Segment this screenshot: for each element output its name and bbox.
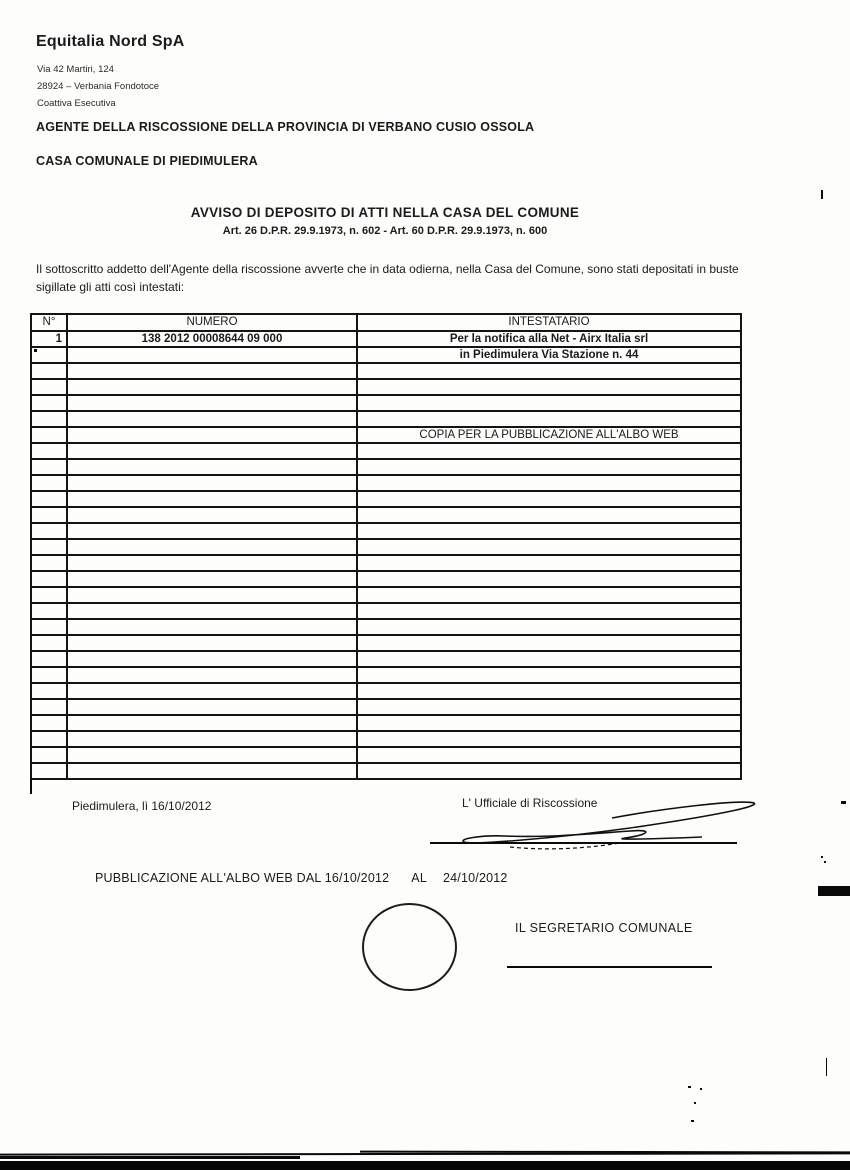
cell-n xyxy=(31,523,67,539)
document-subtitle: Art. 26 D.P.R. 29.9.1973, n. 602 - Art. 60 D.P.R. 29.9.1973, n. 600 xyxy=(222,225,548,237)
table-row xyxy=(31,363,741,379)
table-row xyxy=(31,619,741,635)
cell-n xyxy=(31,427,67,443)
cell-n xyxy=(31,731,67,747)
cell-n: 1 xyxy=(31,331,67,347)
cell-numero xyxy=(67,507,357,523)
cell-n xyxy=(31,619,67,635)
cell-n xyxy=(31,475,67,491)
cell-numero xyxy=(67,651,357,667)
cell-intestatario xyxy=(357,395,741,411)
official-signature-line xyxy=(430,842,737,844)
cell-n xyxy=(31,571,67,587)
cell-intestatario xyxy=(357,619,741,635)
collection-official-label: L' Ufficiale di Riscossione xyxy=(462,796,598,810)
table-row xyxy=(31,699,741,715)
cell-numero xyxy=(67,395,357,411)
cell-n xyxy=(31,587,67,603)
cell-numero xyxy=(67,379,357,395)
cell-n xyxy=(31,491,67,507)
cell-numero xyxy=(67,587,357,603)
cell-numero xyxy=(67,635,357,651)
cell-numero xyxy=(67,699,357,715)
publication-to-date: 24/10/2012 xyxy=(443,871,508,885)
cell-numero xyxy=(67,603,357,619)
table-row xyxy=(31,507,741,523)
scan-artifact-speck xyxy=(694,1102,696,1104)
cell-numero xyxy=(67,475,357,491)
cell-intestatario xyxy=(357,683,741,699)
table-header-row xyxy=(31,314,741,331)
cell-intestatario xyxy=(357,475,741,491)
cell-n xyxy=(31,459,67,475)
table-row xyxy=(31,667,741,683)
cell-n xyxy=(31,667,67,683)
cell-intestatario xyxy=(357,667,741,683)
cell-n xyxy=(31,379,67,395)
agent-line: AGENTE DELLA RISCOSSIONE DELLA PROVINCIA DI VERBANO CUSIO OSSOLA xyxy=(36,120,535,134)
scan-artifact-dot-row2 xyxy=(34,349,37,352)
cell-numero xyxy=(67,363,357,379)
cell-n xyxy=(31,443,67,459)
cell-intestatario xyxy=(357,763,741,779)
deposited-acts-table xyxy=(30,313,742,780)
table-body xyxy=(31,331,741,779)
company-name: Equitalia Nord SpA xyxy=(36,33,185,50)
scan-artifact-vline xyxy=(826,1058,827,1076)
cell-numero xyxy=(67,731,357,747)
cell-n xyxy=(31,635,67,651)
column-header-numero: NUMERO xyxy=(67,314,357,331)
cell-numero xyxy=(67,667,357,683)
cell-intestatario xyxy=(357,555,741,571)
cell-n xyxy=(31,603,67,619)
cell-n xyxy=(31,747,67,763)
cell-intestatario xyxy=(357,523,741,539)
cell-intestatario: Per la notifica alla Net - Airx Italia srl xyxy=(357,331,741,347)
cell-n xyxy=(31,539,67,555)
cell-intestatario: in Piedimulera Via Stazione n. 44 xyxy=(357,347,741,363)
table-row xyxy=(31,763,741,779)
cell-n xyxy=(31,363,67,379)
table-row xyxy=(31,539,741,555)
table-row xyxy=(31,651,741,667)
column-header-n: N° xyxy=(31,314,67,331)
cell-intestatario xyxy=(357,491,741,507)
scan-artifact-speck xyxy=(821,856,823,858)
company-address-line1: Via 42 Martiri, 124 xyxy=(37,64,114,75)
cell-intestatario xyxy=(357,507,741,523)
office-line: CASA COMUNALE DI PIEDIMULERA xyxy=(36,154,258,168)
table-row xyxy=(31,715,741,731)
cell-intestatario xyxy=(357,587,741,603)
table-row xyxy=(31,427,741,443)
cell-intestatario xyxy=(357,747,741,763)
cell-intestatario xyxy=(357,603,741,619)
table-row xyxy=(31,603,741,619)
place-and-date: Piedimulera, lì 16/10/2012 xyxy=(72,799,212,813)
table-row xyxy=(31,347,741,363)
cell-intestatario xyxy=(357,699,741,715)
scan-artifact-table-left-line xyxy=(30,778,32,794)
cell-numero xyxy=(67,459,357,475)
cell-numero xyxy=(67,539,357,555)
cell-intestatario xyxy=(357,411,741,427)
cell-n xyxy=(31,555,67,571)
table-row xyxy=(31,587,741,603)
table-row xyxy=(31,635,741,651)
table-row xyxy=(31,491,741,507)
scan-artifact-speck xyxy=(824,861,826,863)
cell-intestatario xyxy=(357,635,741,651)
table-row xyxy=(31,683,741,699)
table-row xyxy=(31,475,741,491)
cell-intestatario xyxy=(357,571,741,587)
table-row xyxy=(31,571,741,587)
cell-n xyxy=(31,651,67,667)
cell-intestatario xyxy=(357,443,741,459)
cell-numero xyxy=(67,555,357,571)
title-block xyxy=(100,205,670,237)
cell-n xyxy=(31,715,67,731)
cell-numero xyxy=(67,683,357,699)
publication-al-label: AL xyxy=(411,871,427,885)
table-row xyxy=(31,555,741,571)
scan-artifact-speck xyxy=(700,1088,702,1090)
cell-numero xyxy=(67,619,357,635)
scan-artifact-speck xyxy=(691,1120,694,1122)
company-address-line3: Coattiva Esecutiva xyxy=(37,98,116,109)
table-row xyxy=(31,395,741,411)
column-header-intestatario: INTESTATARIO xyxy=(357,314,741,331)
cell-numero xyxy=(67,443,357,459)
cell-numero xyxy=(67,427,357,443)
cell-n xyxy=(31,683,67,699)
cell-intestatario xyxy=(357,731,741,747)
cell-numero xyxy=(67,347,357,363)
table-row xyxy=(31,747,741,763)
cell-n xyxy=(31,395,67,411)
cell-intestatario: COPIA PER LA PUBBLICAZIONE ALL'ALBO WEB xyxy=(357,427,741,443)
stamp-circle xyxy=(362,903,457,991)
table-row xyxy=(31,459,741,475)
cell-intestatario xyxy=(357,363,741,379)
table-row xyxy=(31,443,741,459)
cell-n xyxy=(31,699,67,715)
table-row xyxy=(31,331,741,347)
publication-prefix: PUBBLICAZIONE ALL'ALBO WEB DAL 16/10/2012 xyxy=(95,871,390,885)
scan-artifact-black-mark xyxy=(818,886,850,896)
cell-n xyxy=(31,763,67,779)
scan-artifact-tick xyxy=(821,190,823,199)
cell-numero: 138 2012 00008644 09 000 xyxy=(67,331,357,347)
cell-numero xyxy=(67,763,357,779)
official-signature xyxy=(420,793,760,858)
table-row xyxy=(31,523,741,539)
cell-intestatario xyxy=(357,459,741,475)
cell-intestatario xyxy=(357,539,741,555)
secretary-signature-line xyxy=(507,966,712,968)
document-title: AVVISO DI DEPOSITO DI ATTI NELLA CASA DEL COMUNE xyxy=(190,205,580,220)
cell-intestatario xyxy=(357,715,741,731)
publication-period-line xyxy=(95,871,508,885)
scan-artifact-speck xyxy=(688,1086,691,1088)
cell-n xyxy=(31,411,67,427)
scan-artifact-dot-right xyxy=(841,801,846,804)
scan-artifact-bottom-band xyxy=(0,1161,850,1170)
cell-numero xyxy=(67,571,357,587)
cell-numero xyxy=(67,523,357,539)
scan-artifact-streak xyxy=(0,1156,300,1159)
table-row xyxy=(31,731,741,747)
cell-numero xyxy=(67,715,357,731)
cell-intestatario xyxy=(357,651,741,667)
cell-n xyxy=(31,507,67,523)
cell-numero xyxy=(67,411,357,427)
company-address-line2: 28924 – Verbania Fondotoce xyxy=(37,81,160,92)
table-row xyxy=(31,379,741,395)
table-row xyxy=(31,411,741,427)
municipal-secretary-label: IL SEGRETARIO COMUNALE xyxy=(515,921,693,935)
cell-numero xyxy=(67,491,357,507)
cell-intestatario xyxy=(357,379,741,395)
notice-body: Il sottoscritto addetto dell'Agente della riscossione avverte che in data odierna, nella Casa del Comune, sono stati depositati in buste sigillate gli atti così intestati: xyxy=(36,262,739,294)
cell-numero xyxy=(67,747,357,763)
